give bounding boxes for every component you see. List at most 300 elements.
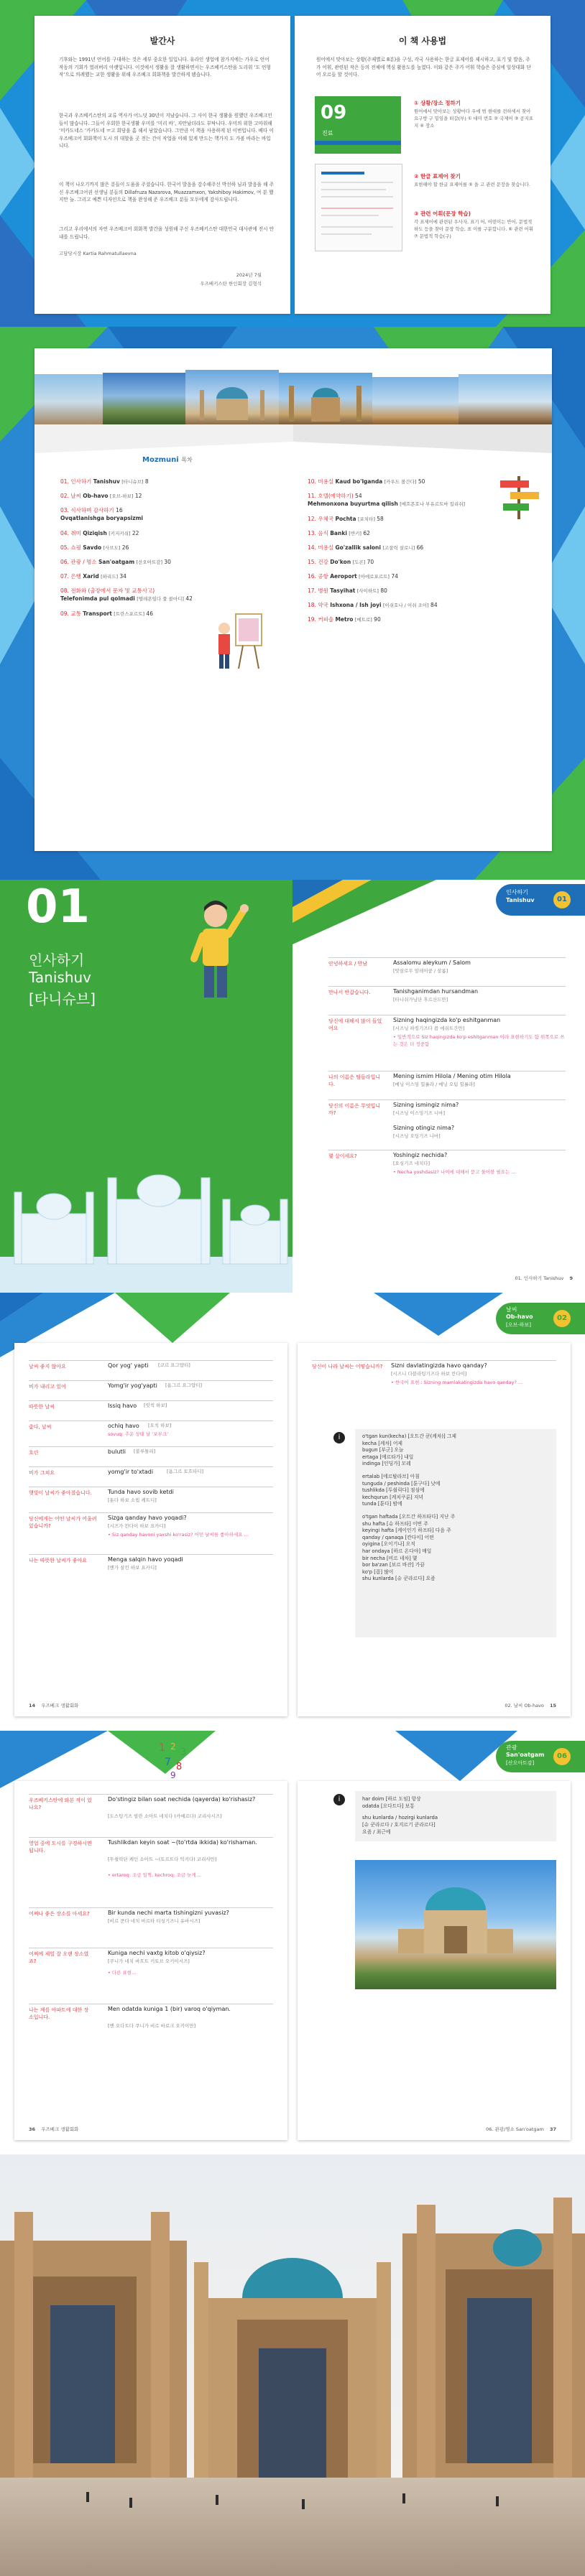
foreword-paragraph: 기후와는 1991년 언어를 구대하는 것은 세부 중요한 일입니다. 유라인 생업에 참가지에는 가우로 언어 작동의 기회가 열려버리 아랫입니다. 이것에서 생활을 잘 생활하면서는 우즈베키스탄을 도리워 ‘도 언형작’으로 의례했는 교한 생활을 위해 우즈베크 회화책을 발간하게 됐습니다. bbox=[59, 57, 271, 78]
toc-num: 02. bbox=[60, 493, 69, 499]
tab-number: 01 bbox=[553, 891, 571, 908]
tab-ko: 관광 bbox=[506, 1744, 517, 1751]
toc-ko: 인사하기 bbox=[70, 478, 92, 485]
toc-num: 13. bbox=[308, 530, 316, 536]
toc-page: 66 bbox=[416, 544, 424, 551]
registan-photo bbox=[0, 2154, 585, 2576]
phrase-pron: [요싱기즈 네치다] bbox=[393, 1161, 430, 1166]
phrase-uz: Sizga qanday havo yoqadi? bbox=[108, 1515, 187, 1521]
tab-uz: San'oatgam bbox=[506, 1752, 545, 1758]
foreword-author: 고담당시장 Kartia Rahmatullaevna bbox=[59, 251, 137, 256]
vocab-line: qanday / qanaqa [칸다이] 어떤 bbox=[362, 1534, 434, 1540]
toc-uz: San'oatgam bbox=[98, 559, 135, 565]
vocab-line: indinga [인딩가] 모레 bbox=[362, 1461, 411, 1467]
photo-dome-icon bbox=[355, 1860, 556, 1989]
phrase-note: • 다른 표현... bbox=[108, 1970, 137, 1976]
howto-item bbox=[414, 99, 535, 129]
divider bbox=[312, 1360, 556, 1361]
fold-band bbox=[34, 424, 552, 468]
illustration-painter bbox=[214, 607, 264, 671]
phrase-uz: Assalomu aleykum / Salom bbox=[393, 959, 471, 966]
page-number: 9 bbox=[569, 1275, 573, 1281]
photo-dome-icon bbox=[185, 370, 279, 424]
toc-item[interactable] bbox=[308, 492, 465, 508]
toc-num: 17. bbox=[308, 587, 316, 594]
tab-ko: 인사하기 bbox=[506, 889, 528, 896]
divider bbox=[328, 957, 566, 958]
toc-uz: Savdo bbox=[83, 544, 102, 551]
toc-num: 12. bbox=[308, 516, 316, 522]
toc-title-uz: Mozmuni bbox=[142, 456, 179, 464]
toc-extra: [오브-하보] bbox=[109, 493, 134, 499]
phrase-label: 당신이 나라 날씨는 어떻습니까? bbox=[312, 1364, 383, 1370]
toc-uz: Metro bbox=[335, 616, 354, 623]
toc-page: 50 bbox=[418, 478, 425, 485]
page-chapter01-phrases bbox=[292, 944, 585, 1293]
toc-ko: 음식 bbox=[318, 530, 328, 536]
chapter-tab bbox=[496, 884, 585, 916]
toc-extra: [도콘] bbox=[352, 559, 366, 565]
vocab-box bbox=[338, 1791, 556, 1841]
phrase-uz: Mening ismim Hilola / Mening otim Hilola bbox=[393, 1073, 511, 1079]
toc-item[interactable] bbox=[60, 544, 129, 552]
photo-city bbox=[34, 374, 103, 424]
thumb-line bbox=[321, 233, 372, 235]
toc-extra: [아에로포르트] bbox=[359, 574, 390, 580]
illustration-signpost bbox=[494, 470, 545, 521]
phrase-label: 나는 제를 아파트에 대한 장소입니다. bbox=[29, 2007, 89, 2020]
toc-num: 14. bbox=[308, 544, 316, 551]
foreword-signature: 우즈베키스탄 한인회장 김형석 bbox=[200, 281, 262, 287]
toc-ko: 커피숍 bbox=[318, 616, 334, 623]
toc-item[interactable] bbox=[308, 587, 387, 595]
toc-uz: Transport bbox=[83, 610, 112, 617]
toc-uz: Pochta bbox=[335, 516, 356, 522]
phrase-note: sovuq: 추운 상태 날 ‘보부크’ bbox=[108, 1431, 169, 1437]
photo-arch bbox=[372, 377, 459, 424]
vocab-box bbox=[338, 1429, 556, 1637]
page-footer bbox=[505, 1702, 556, 1709]
thumb-line bbox=[321, 182, 393, 183]
chapter-tab bbox=[496, 1303, 585, 1334]
toc-page: 46 bbox=[146, 610, 153, 617]
info-icon: i bbox=[333, 1432, 345, 1443]
phrase-pron: [타니쉬가님단 후르산드만] bbox=[393, 997, 448, 1003]
toc-num: 04. bbox=[60, 530, 69, 536]
toc-item[interactable] bbox=[308, 572, 398, 580]
phrase-label: 춥다, 날씨 bbox=[29, 1424, 52, 1430]
toc-item[interactable] bbox=[60, 492, 142, 500]
phrase-label: 우즈베키스탄에 와본 적이 있나요? bbox=[29, 1798, 92, 1810]
page-toc bbox=[34, 348, 552, 851]
phrase-uz: Issiq havo bbox=[108, 1403, 137, 1409]
phrase-pron: [멘가 살킨 하보 요카디] bbox=[108, 1565, 157, 1571]
toc-ko: 미용실 bbox=[318, 544, 334, 551]
illustration-registan bbox=[0, 1149, 292, 1293]
thumb-line bbox=[321, 208, 393, 209]
phrase-label: 날씨 좋지 않아요 bbox=[29, 1364, 66, 1370]
page-number: 36 bbox=[29, 2126, 36, 2132]
svg-text:7: 7 bbox=[165, 1757, 171, 1768]
phrase-pron: [메닝 이스밈 힐롤라 / 메닝 오팀 힐롤라] bbox=[393, 1082, 475, 1087]
toc-page: 80 bbox=[380, 587, 387, 594]
tab-pron: [산오아트감] bbox=[506, 1760, 535, 1766]
phrase-uz-alt: Sizning otingiz nima? bbox=[393, 1125, 455, 1131]
thumb-line bbox=[321, 189, 386, 190]
chapter-title-ko: 인사하기 bbox=[29, 952, 85, 969]
photo-mountains bbox=[103, 373, 185, 424]
foreword-title: 발간사 bbox=[149, 36, 175, 46]
phrase-uz: Yomg'ir yog'yapti bbox=[108, 1382, 157, 1389]
sample-page-green bbox=[315, 96, 401, 154]
foreword-paragraph: 한국과 우즈베키스탄의 교류 역사가 어느덧 30년이 지났습니다. 그 사이 한국 생활을 원했던 우즈베크인들이 많습니다. 그들이 우회한 한국생활 우미를 ‘미리 바’, 자만났더라도 부탁니다. 우미의 위한 고마워해 ‘미카도네스 ‘카카도네 ㅠ고 회담을 홈 해서 남았습니다. 그만큼 이 책을 사용하게 된 이번입니다. 베다 이 우즈베크어 회화책이 도시 의 대할을 곳 전는 간이 작업을 이해 있게 만드는 핵가지 도 가볼 바라는 바입니다. bbox=[59, 113, 274, 149]
howto-title: 이 책 사용법 bbox=[398, 36, 447, 46]
vocab-line: ertaga [에르타가] 내일 bbox=[362, 1454, 414, 1460]
toc-extra: [트란스포르트] bbox=[114, 611, 145, 617]
vocab-list bbox=[362, 1433, 549, 1583]
toc-uz: Mehmonxona buyurtma qilish bbox=[308, 501, 398, 507]
phrase-label: 당신에 대해서 많이 들었어요 bbox=[328, 1018, 382, 1031]
vocab-line: shu kunlarda / hozirgi kunlarda bbox=[362, 1815, 438, 1821]
toc-item[interactable] bbox=[60, 587, 193, 603]
phrase-label: 따뜻한 날씨 bbox=[29, 1404, 55, 1410]
toc-page: 34 bbox=[119, 573, 126, 580]
phrase-pron: [욤그르 토흐타디] bbox=[167, 1469, 204, 1474]
toc-num: 10. bbox=[308, 478, 316, 485]
toc-page: 90 bbox=[374, 616, 381, 623]
toc-uz: Aeroport bbox=[330, 573, 357, 580]
phrase-pron: [코르 요그얍티] bbox=[158, 1362, 190, 1368]
toc-page: 54 bbox=[355, 493, 362, 499]
divider bbox=[29, 1554, 273, 1555]
vocab-line: shu hafta [슈 하프타] 이번 주 bbox=[362, 1520, 428, 1527]
toc-item[interactable] bbox=[60, 506, 143, 522]
phrase-label: 영업 중에 도시를 구경하시면 됩니다. bbox=[29, 1841, 92, 1854]
toc-extra: [사브도] bbox=[103, 545, 121, 551]
vocab-line: har doim [하르 도임] 항상 bbox=[362, 1796, 421, 1802]
divider bbox=[29, 1446, 273, 1447]
phrase-pron-alt: [시즈닝 오팅기즈 니마] bbox=[393, 1133, 441, 1139]
divider bbox=[29, 1512, 273, 1513]
vocab-line: tunguda / peshinda [툰구다] 낮에 bbox=[362, 1480, 441, 1487]
footer-text: 01. 인사하기 Tanishuv bbox=[515, 1275, 564, 1281]
phrase-uz: Tushlikdan keyin soat ~(to'rtda ikkida) ko'rishaman. bbox=[108, 1839, 257, 1846]
phrase-uz: Sizning ismingiz nima? bbox=[393, 1102, 459, 1108]
phrase-pron: [잇씩 하보] bbox=[144, 1403, 167, 1408]
phrase-uz: yomg'ir to'xtadi bbox=[108, 1469, 154, 1475]
chapter-title-uz: Tanishuv bbox=[29, 969, 92, 986]
vocab-list bbox=[362, 1795, 549, 1836]
toc-uz: Tasyihat bbox=[330, 587, 356, 594]
toc-extra: [키지키쉬] bbox=[109, 531, 131, 536]
howto-item bbox=[414, 210, 535, 240]
footer-text: 02. 날씨 Ob-havo bbox=[505, 1703, 544, 1708]
vocab-line: har ondaya [하르 온다야] 매일 bbox=[362, 1548, 432, 1554]
phrase-label: 몇 살이세요? bbox=[328, 1153, 357, 1159]
divider bbox=[29, 1907, 273, 1908]
sample-page-bar bbox=[315, 141, 401, 145]
toc-item[interactable] bbox=[60, 572, 126, 580]
vocab-line: kechqurun [케치쿠룬] 저녁 bbox=[362, 1494, 423, 1500]
chapter-title-pron: [타니슈브] bbox=[29, 990, 96, 1008]
divider bbox=[328, 1099, 566, 1100]
vocab-line: 요즘 / 최근에 bbox=[362, 1829, 391, 1835]
chapter-tab bbox=[496, 1741, 585, 1772]
divider bbox=[29, 1837, 273, 1838]
svg-text:9: 9 bbox=[170, 1770, 176, 1780]
phrase-uz: bulutli bbox=[108, 1449, 126, 1455]
phrase-pron: [툰다 하보 소빕 케트디] bbox=[108, 1497, 157, 1503]
phrase-label: 어쩌나 좋은 장소를 아세요? bbox=[29, 1911, 90, 1917]
toc-num: 03. bbox=[60, 507, 69, 513]
toc-ko: 식사하며 감사하기 bbox=[70, 507, 114, 513]
photo-minaret-icon bbox=[279, 373, 372, 424]
footer-text: 06. 관광/명소 San'oatgam bbox=[486, 2126, 544, 2132]
toc-item[interactable] bbox=[308, 601, 438, 609]
phrase-pron: [앗살로무 알레이쿰 / 살롬] bbox=[393, 968, 448, 974]
toc-title bbox=[142, 456, 193, 464]
vocab-line: ertalab [에르탈라브] 아침 bbox=[362, 1473, 420, 1479]
phrase-label: 나는 따뜻한 날씨가 좋아요 bbox=[29, 1558, 88, 1563]
phrase-pron: [욤그르 요그얍티] bbox=[165, 1382, 203, 1388]
toc-extra: [텔레폰임다 풀 콜마디] bbox=[137, 596, 184, 602]
howto-item-head: ③ 관련 어휘(문장 학습) bbox=[414, 210, 471, 217]
howto-item-body: 각 표제어에 관련된 우사자, 표기 어, 어떤이는 반어, 문법적 하도 등을 찾아 문장 학습, 표 이를 구분합니다. ⑥ 관련 어휘 ⑦ 문법적 학습(구) bbox=[414, 219, 533, 239]
toc-page: 30 bbox=[164, 559, 171, 565]
toc-extra: [메흐몬호나 부유르트마 킬리쉬] bbox=[400, 501, 466, 507]
toc-extra: [카우드 볼간다] bbox=[384, 479, 417, 485]
toc-item[interactable] bbox=[60, 610, 153, 618]
toc-page: 22 bbox=[132, 530, 139, 536]
phrase-label: 안녕하세요 / 만남 bbox=[328, 961, 368, 967]
phrase-uz: Menga salqin havo yoqadi bbox=[108, 1556, 183, 1563]
toc-extra: [포치타] bbox=[357, 516, 375, 522]
divider bbox=[29, 1380, 273, 1381]
toc-page: 62 bbox=[363, 530, 370, 536]
chapter-number: 01 bbox=[26, 880, 91, 934]
vocab-line: [슈 쿤라르다 / 호지르기 쿤라르다] bbox=[362, 1822, 436, 1828]
thumb-line bbox=[321, 196, 393, 197]
phrase-label: 비가 내리고 있어 bbox=[29, 1384, 66, 1390]
toc-num: 09. bbox=[60, 610, 69, 617]
toc-ko: 병원 bbox=[318, 587, 328, 594]
vocab-line: tushlikda [투쉴릭다] 점심에 bbox=[362, 1487, 425, 1494]
toc-item[interactable] bbox=[60, 529, 139, 537]
vocab-line: o'tgan kun(kecha) [오트간 쿤(케차)] 그제 bbox=[362, 1433, 456, 1439]
phrase-label: 만나서 반갑습니다. bbox=[328, 990, 371, 995]
footer-text: 우즈베크 생활회화 bbox=[41, 2126, 79, 2132]
toc-ko: 쇼핑 bbox=[70, 544, 81, 551]
thumb-line bbox=[321, 172, 364, 175]
toc-page: 74 bbox=[391, 573, 398, 580]
toc-page: 70 bbox=[367, 559, 374, 565]
toc-item[interactable] bbox=[308, 529, 370, 537]
toc-num: 19. bbox=[308, 616, 316, 623]
foreword-date: 2024년 7월 bbox=[236, 272, 262, 278]
toc-extra: [반키] bbox=[349, 531, 361, 536]
vocab-line: o'tgan haftada [오트간 하프타다] 지난 주 bbox=[362, 1513, 456, 1520]
vocab-line: kecha [케차] 어제 bbox=[362, 1440, 402, 1446]
toc-uz: Qiziqish bbox=[83, 530, 107, 536]
page-howto bbox=[295, 16, 551, 314]
phrase-pron: [시즈니 다블라팅기즈다 하보 칸다이] bbox=[391, 1371, 467, 1377]
toc-page: 26 bbox=[121, 544, 129, 551]
spread-toc bbox=[0, 327, 585, 880]
toc-uz: Kaud bo'lganda bbox=[335, 478, 383, 485]
phrase-note: • ertaroq: 조금 일찍, kechroq: 조금 늦게 ... bbox=[108, 1872, 202, 1878]
page-ch06-left bbox=[14, 1781, 287, 2140]
svg-text:3: 3 bbox=[180, 1747, 187, 1758]
page-weather-right bbox=[298, 1343, 571, 1716]
toc-item[interactable] bbox=[308, 515, 384, 523]
phrase-uz: Bir kunda nechi marta tishingizni yuvasiz? bbox=[108, 1910, 229, 1916]
spread-chapter06 bbox=[0, 1731, 585, 2154]
toc-ko: 미용실 bbox=[318, 478, 334, 485]
toc-page: 42 bbox=[185, 595, 193, 602]
svg-text:1: 1 bbox=[159, 1742, 165, 1754]
svg-text:2: 2 bbox=[170, 1742, 176, 1752]
phrase-pron: [불루틀리] bbox=[134, 1449, 156, 1454]
howto-item-head: ② 한글 표제어 찾기 bbox=[414, 173, 461, 180]
tab-number: 06 bbox=[553, 1748, 571, 1765]
toc-ko: 공항 bbox=[318, 573, 328, 580]
thumb-line bbox=[321, 215, 379, 216]
toc-extra: [산오아트감] bbox=[136, 559, 163, 565]
phrase-uz: Tanishganimdan hursandman bbox=[393, 988, 479, 995]
howto-intro: 원어에서 맞아보는 상황(주제별로 8분)을 구성, 각국 사용하는 한글 표제어를 제시하고, 표기 및 발음, 주가 어휘, 관련된 작은 등의 전체에 핵심 활용도를 높였다. 이와 같은 주가 어휘 학습은 중심에 일상대화 단어 오르들 할 것이다. bbox=[316, 57, 531, 78]
phrase-uz: Kunigа nechi vaxtg kitob o'qiysiz? bbox=[108, 1950, 206, 1956]
toc-ko: 교통 bbox=[70, 610, 81, 617]
howto-item-head: ① 상황/장소 정하기 bbox=[414, 100, 461, 106]
phrase-uz: Qor yog' yapti bbox=[108, 1362, 149, 1369]
page-footer bbox=[29, 2126, 78, 2133]
page-footer bbox=[472, 1275, 573, 1282]
toc-ko: 건강 bbox=[318, 559, 328, 565]
phrase-pron: [시즈닝 하킹기즈다 콥 에쉬트간만] bbox=[393, 1026, 465, 1031]
phrase-note: • 일반적으로 Siz haqingizda ko'p eshitganman 이라 표현하기도 함 위쪽으로 쓰는 것은 더 정중함 bbox=[393, 1034, 565, 1047]
photo-square bbox=[459, 374, 552, 424]
toc-page: 8 bbox=[144, 478, 149, 485]
page-ch06-right bbox=[298, 1781, 571, 2140]
phrase-label: 어쩌에 제일 잘 오랜 장소였죠? bbox=[29, 1951, 89, 1964]
toc-extra: [이쉬호나 / 이쉬 조이] bbox=[382, 603, 429, 608]
toc-uz: Do'kon bbox=[330, 559, 351, 565]
page-weather-left bbox=[14, 1343, 287, 1716]
vocab-line: keyingi hafta [케이인기 하프타] 다음 주 bbox=[362, 1528, 451, 1534]
tab-number: 02 bbox=[553, 1310, 571, 1327]
vocab-line: bir necha [비르 네차] 몇 bbox=[362, 1555, 418, 1561]
phrase-label: 비가 그쳐요 bbox=[29, 1470, 55, 1476]
page-footer bbox=[29, 1702, 78, 1709]
toc-num: 15. bbox=[308, 559, 316, 565]
toc-uz: Tanishuv bbox=[93, 478, 120, 485]
phrase-uz: Sizning haqingizda ko'p eshitganman bbox=[393, 1017, 501, 1023]
phrase-label: 햇빛이 날씨가 좋아졌습니다. bbox=[29, 1490, 92, 1496]
phrase-pron: [투쉴릭단 케인 소아트 ~(토르트다 익키다) 코리샤만] bbox=[108, 1856, 217, 1862]
toc-num: 18. bbox=[308, 602, 316, 608]
divider bbox=[29, 1360, 273, 1361]
toc-ko: 우체국 bbox=[318, 516, 334, 522]
phrase-pron: [비르 쿤다 네치 마르타 티싱기즈니 유바시즈] bbox=[108, 1918, 201, 1924]
toc-page: 12 bbox=[134, 493, 142, 499]
toc-page: 58 bbox=[377, 516, 384, 522]
divider bbox=[29, 1400, 273, 1401]
phrase-label: 당신의 이름은 무엇입니까? bbox=[328, 1103, 381, 1116]
toc-uz: Go'zallik saloni bbox=[335, 544, 381, 551]
page-number: 14 bbox=[29, 1703, 36, 1708]
toc-page: 84 bbox=[430, 602, 438, 608]
phrase-note: • Necha yoshdasiz? 나이에 대해서 묻고 물어볼 필요는 ... bbox=[393, 1169, 516, 1175]
phrase-label: 당신에게는 어떤 날씨가 어울려 있습니까? bbox=[29, 1516, 97, 1529]
toc-ko: 관광 / 명소 bbox=[70, 559, 97, 565]
toc-uz: Xarid bbox=[83, 573, 99, 580]
toc-ko: 전화와 (출장에서 문자 및 교통사고) bbox=[70, 587, 155, 594]
toc-page: 16 bbox=[116, 507, 123, 513]
spread-foreword bbox=[0, 0, 585, 327]
footer-text: 우즈베크 생활회화 bbox=[41, 1703, 79, 1708]
phrase-pron: [오칙 하보] bbox=[148, 1423, 172, 1428]
toc-ko: 취미 bbox=[70, 530, 81, 536]
vocab-line: odatda [오다트다] 보통 bbox=[362, 1803, 415, 1809]
vocab-line: tunda [툰다] 밤에 bbox=[362, 1501, 402, 1507]
toc-item[interactable] bbox=[308, 478, 425, 485]
toc-num: 11. bbox=[308, 493, 316, 499]
phrase-note: • Siz qanday havoni yaxshi ko'rasiz? 어떤 날씨를 좋아하세요 ... bbox=[108, 1532, 249, 1538]
toc-item[interactable] bbox=[308, 615, 381, 623]
toc-ko: 날씨 bbox=[70, 493, 81, 499]
thumb-line bbox=[321, 226, 393, 228]
toc-item[interactable] bbox=[60, 558, 171, 566]
vocab-line: shu kunlarda [슈 쿤라르다] 요즘 bbox=[362, 1576, 436, 1582]
toc-num: 06. bbox=[60, 559, 69, 565]
phrase-pron: [도스팅기즈 빌란 소아트 네치다 (카예르다) 코리샤시즈] bbox=[108, 1813, 222, 1819]
phrase-pron: [쿠니가 네치 바흐트 키토브 오키이시즈] bbox=[108, 1958, 190, 1964]
toc-item[interactable] bbox=[60, 478, 149, 485]
phrase-uz: Tunda havo sovib ketdi bbox=[108, 1489, 174, 1495]
phrase-label: 흐린 bbox=[29, 1450, 39, 1456]
sample-page-thumb bbox=[315, 164, 402, 251]
toc-num: 08. bbox=[60, 587, 69, 594]
phrase-pron: [시즈가 칸다이 하보 요카디] bbox=[108, 1523, 166, 1529]
svg-text:8: 8 bbox=[176, 1762, 183, 1772]
phrase-uz: Yoshingiz nechida? bbox=[393, 1152, 448, 1158]
howto-item-body: 원어에서 맞아보는 상황마다 우에 범 현대를 전하세서 찾아 요구방 구 밑임을 떠갈(부) ① 대미 번호 ② 국제어 ③ 공지표지 ④ 장소 bbox=[414, 108, 533, 129]
toc-uz: Ovqatlanishga boryapsizmi bbox=[60, 515, 143, 521]
illustration-waving-man bbox=[165, 894, 252, 1002]
vocab-line: bor ba'zan [보르 바잔] 가끔 bbox=[362, 1562, 425, 1568]
phrase-uz: Men odatda kuniga 1 (bir) varoq o'qiyman. bbox=[108, 2006, 231, 2012]
tab-uz: Tanishuv bbox=[506, 897, 535, 903]
toc-extra: [메트로] bbox=[354, 617, 372, 623]
toc-uz: Ob-havo bbox=[83, 493, 109, 499]
toc-extra: [고잘릭 살로니] bbox=[382, 545, 415, 551]
toc-ko: 약국 bbox=[318, 602, 328, 608]
toc-item[interactable] bbox=[308, 558, 374, 566]
phrase-uz: Do'stingiz bilan soat nechida (qayerda) ko'rishasiz? bbox=[108, 1796, 256, 1803]
toc-extra: [타니슈브] bbox=[121, 479, 144, 485]
vocab-line: bugun [부군] 오늘 bbox=[362, 1447, 404, 1454]
toc-ko: 은행 bbox=[70, 573, 81, 580]
sample-page-number: 09 bbox=[321, 102, 347, 124]
phrase-uz: ochiq havo bbox=[108, 1423, 139, 1429]
foreword-paragraph: 이 책이 나오기까지 많은 분들이 도움을 주셨습니다. 한국어 발음을 감수해주신 박선하 님과 발음을 해 주신 우즈베크어권 선생님 분들의 Dillafruza Nazarova, Muazzamxon, Yakshiboy Hakimov, 여 분 했지만 늘. 그리고 예쁜 디자인으로 책을 완성해 준 우즈베크 분들 모두에게 감사드립니다. bbox=[59, 182, 274, 203]
foreword-paragraph: 그리고 우리에서의 자연 우즈베크어 회화책 발간을 성원해 주신 우즈베키스탄 대한민국 대사관에 진시 안내를 드립니다. bbox=[59, 226, 275, 240]
toc-item[interactable] bbox=[308, 544, 423, 552]
vocab-line: ko'p [콥] 많이 bbox=[362, 1568, 394, 1575]
phrase-pron: [멘 오다트다 쿠니가 비르 바로크 오키이만] bbox=[108, 2023, 196, 2029]
vocab-line: oyigina [오이기나] 오직 bbox=[362, 1541, 415, 1548]
page-footer bbox=[486, 2126, 556, 2133]
